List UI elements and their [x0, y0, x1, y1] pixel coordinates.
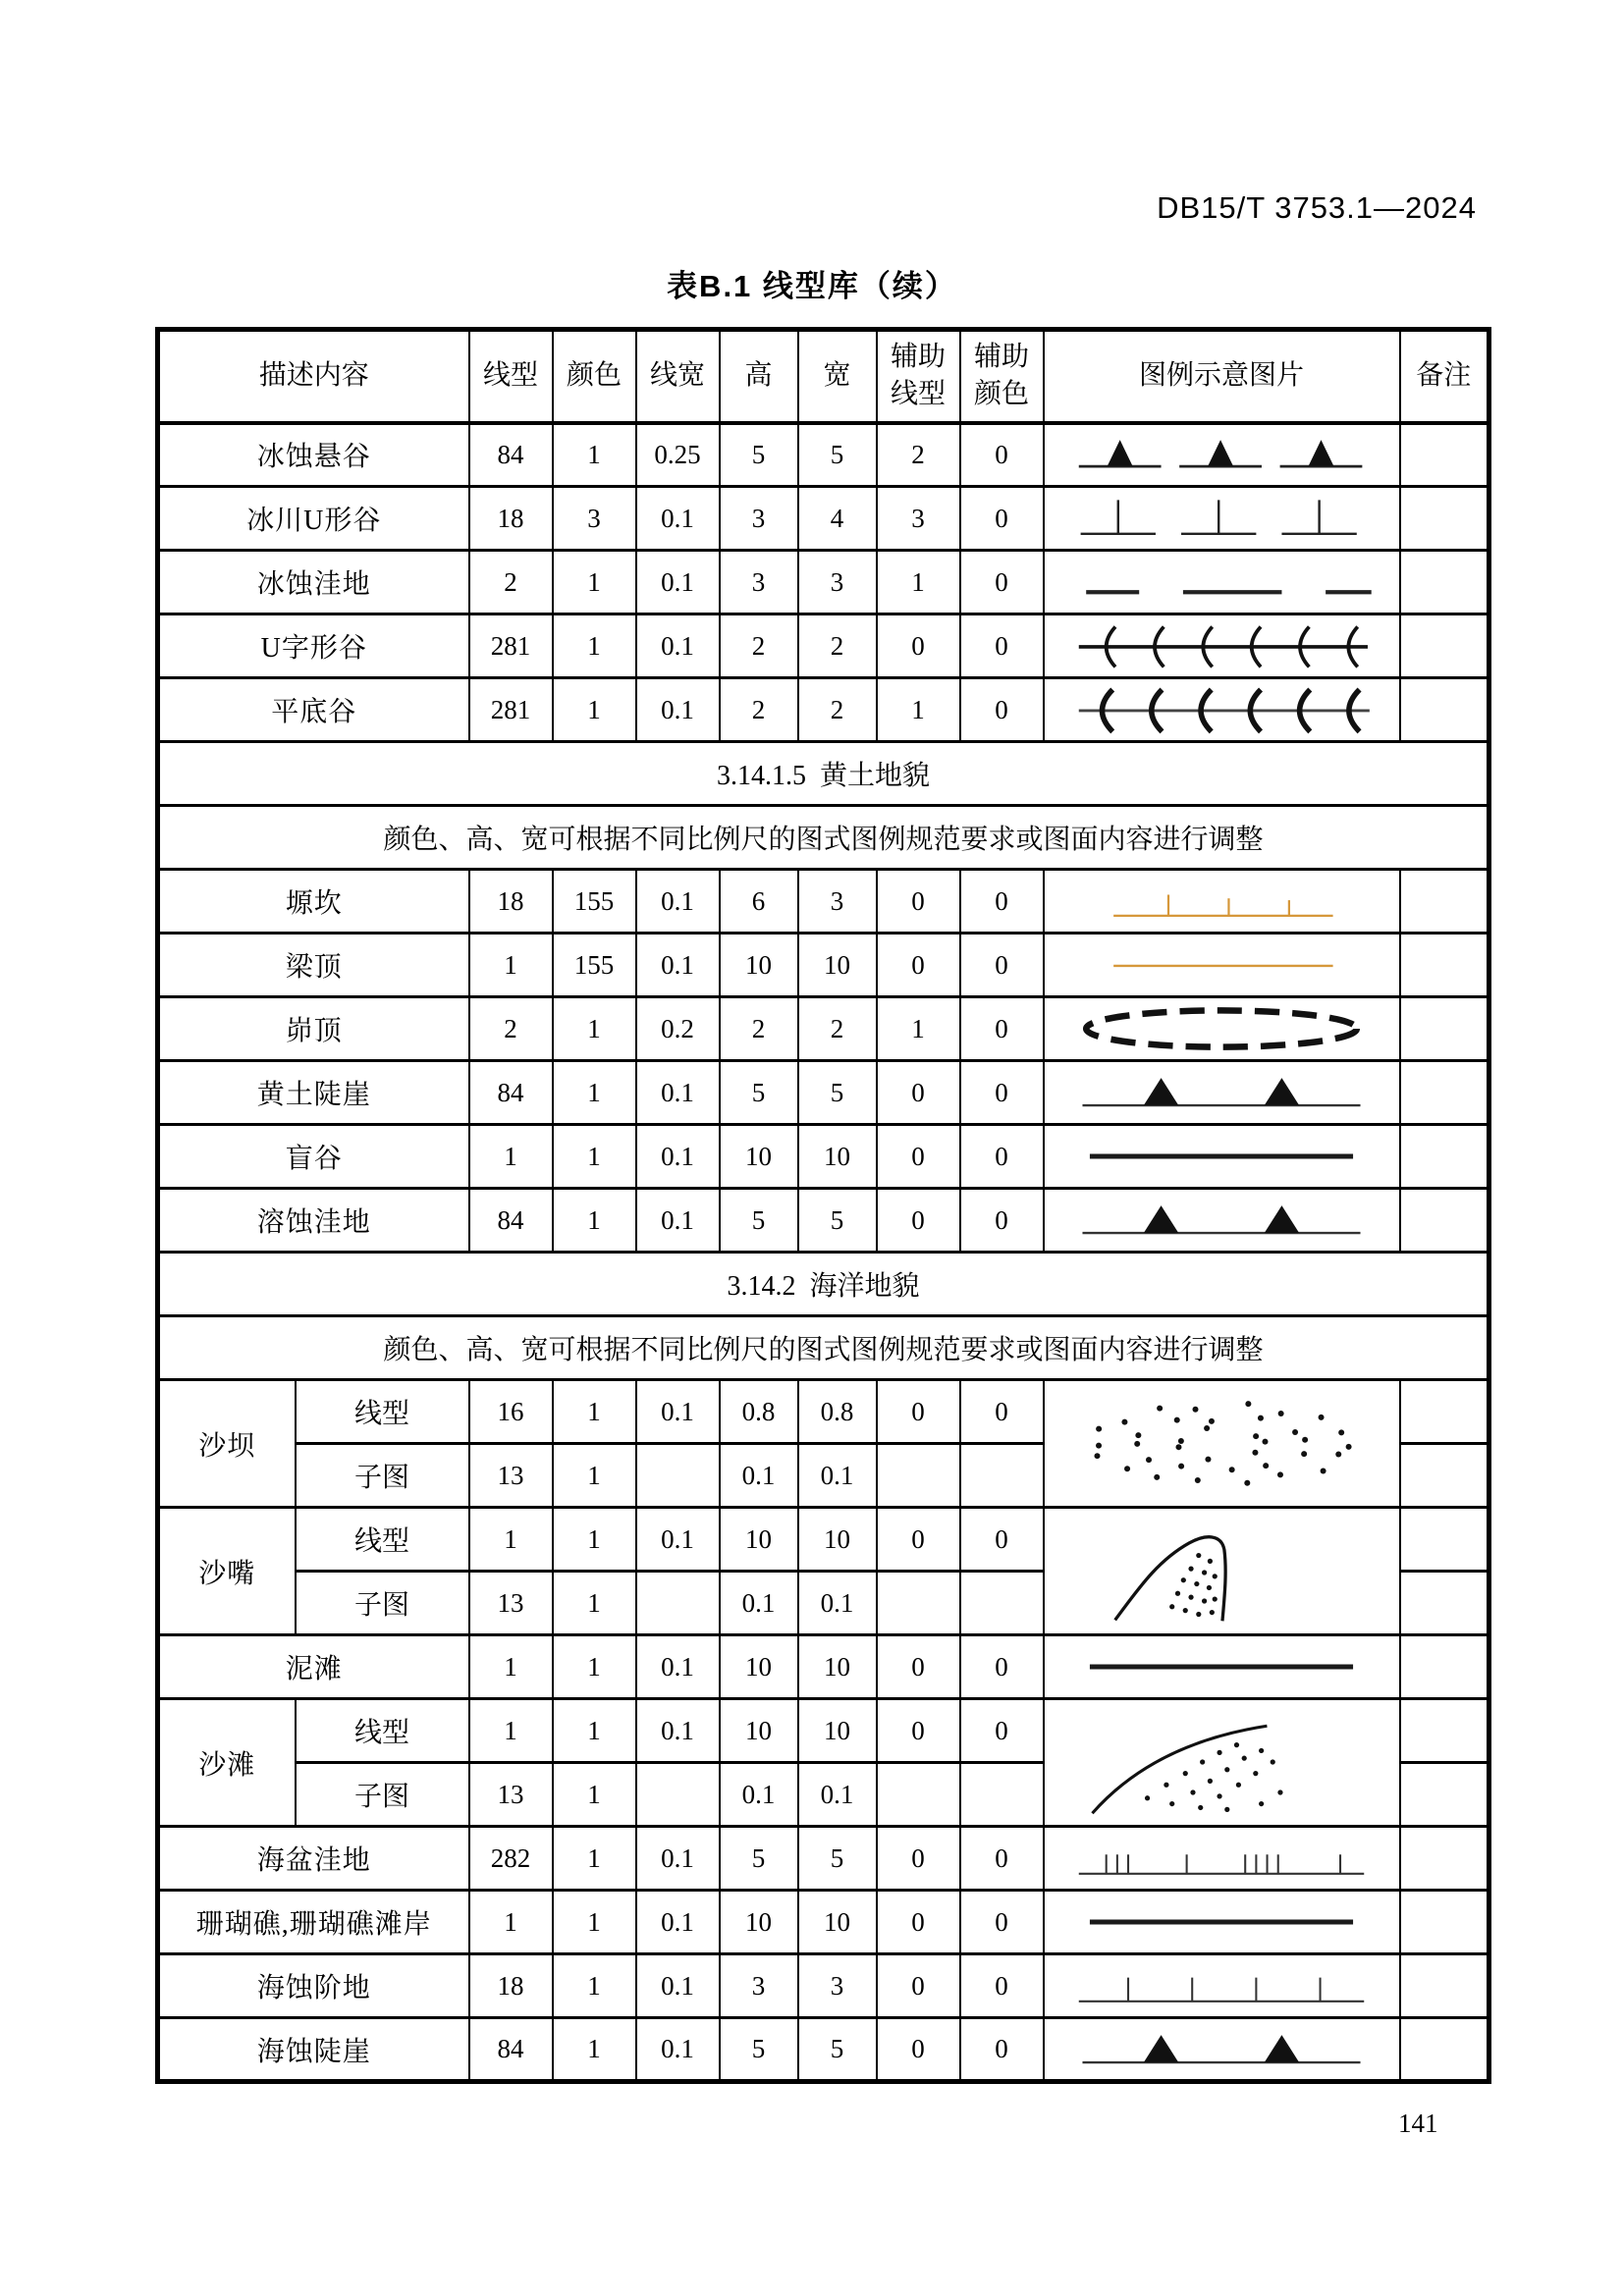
- value-cell: 10: [720, 1508, 798, 1572]
- value-cell: 3: [877, 487, 960, 551]
- value-cell: 2: [469, 997, 553, 1061]
- table-row: [158, 870, 1489, 934]
- value-cell: 0.1: [636, 678, 720, 742]
- value-cell: 1: [553, 423, 636, 487]
- legend-cell: [1044, 1891, 1400, 1954]
- legend-cell: [1044, 1189, 1400, 1253]
- value-cell: 0.2: [636, 997, 720, 1061]
- remark-cell: [1400, 1954, 1489, 2018]
- value-cell: 5: [720, 1827, 798, 1891]
- value-cell: 155: [553, 934, 636, 997]
- value-cell: 1: [469, 1891, 553, 1954]
- remark-cell: [1400, 934, 1489, 997]
- value-cell: 1: [469, 1635, 553, 1699]
- page-number: 141: [1398, 2109, 1438, 2138]
- value-cell: 0.1: [636, 551, 720, 614]
- value-cell: 0: [960, 1508, 1044, 1572]
- value-cell: 18: [469, 1954, 553, 2018]
- value-cell: 0: [877, 934, 960, 997]
- value-cell: 1: [553, 1635, 636, 1699]
- remark-cell: [1400, 2018, 1489, 2082]
- feature-label: 沙坝: [158, 1380, 296, 1508]
- sub-row-label: 子图: [296, 1572, 469, 1635]
- remark-cell: [1400, 1635, 1489, 1699]
- value-cell: 0.1: [636, 1635, 720, 1699]
- legend-orange-tick-line-icon: [1058, 875, 1384, 928]
- table-row: [158, 1954, 1489, 2018]
- value-cell: 0: [960, 997, 1044, 1061]
- value-cell: 2: [798, 997, 877, 1061]
- value-cell: 0: [877, 1380, 960, 1444]
- legend-sand-beach-icon: [1058, 1705, 1384, 1821]
- value-cell: 0.8: [798, 1380, 877, 1444]
- table-row: [158, 2018, 1489, 2082]
- legend-cell: [1044, 1061, 1400, 1125]
- value-cell: 3: [720, 487, 798, 551]
- value-cell: 6: [720, 870, 798, 934]
- value-cell: 1: [469, 1125, 553, 1189]
- value-cell: 10: [720, 1125, 798, 1189]
- value-cell: 3: [720, 1954, 798, 2018]
- value-cell: 0.1: [636, 934, 720, 997]
- value-cell: 1: [469, 1699, 553, 1763]
- table-row: [158, 487, 1489, 551]
- value-cell: 1: [553, 1954, 636, 2018]
- legend-sand-spit-icon: [1058, 1514, 1384, 1629]
- value-cell: [636, 1763, 720, 1827]
- value-cell: 0: [960, 1635, 1044, 1699]
- remark-cell: [1400, 1125, 1489, 1189]
- value-cell: 2: [720, 678, 798, 742]
- value-cell: 1: [553, 1891, 636, 1954]
- col-header: 线宽: [636, 330, 720, 423]
- value-cell: 1: [877, 551, 960, 614]
- remark-cell: [1400, 423, 1489, 487]
- note-row: [158, 806, 1489, 870]
- table-row: [158, 678, 1489, 742]
- value-cell: 1: [553, 1061, 636, 1125]
- value-cell: 84: [469, 1061, 553, 1125]
- value-cell: 5: [798, 1061, 877, 1125]
- sub-row-label: 线型: [296, 1508, 469, 1572]
- note-text: 颜色、高、宽可根据不同比例尺的图式图例规范要求或图面内容进行调整: [158, 806, 1489, 870]
- legend-cell: [1044, 1635, 1400, 1699]
- value-cell: 0: [960, 1699, 1044, 1763]
- remark-cell: [1400, 551, 1489, 614]
- feature-label: 沙嘴: [158, 1508, 296, 1635]
- table-row: [158, 997, 1489, 1061]
- legend-orange-line-icon: [1058, 938, 1384, 991]
- value-cell: [960, 1763, 1044, 1827]
- legend-cell: [1044, 1699, 1400, 1827]
- table-row: [158, 1061, 1489, 1125]
- feature-label: 沙滩: [158, 1699, 296, 1827]
- remark-cell: [1400, 997, 1489, 1061]
- value-cell: [636, 1444, 720, 1508]
- table-row: [158, 1635, 1489, 1699]
- value-cell: 281: [469, 614, 553, 678]
- value-cell: 0.1: [636, 614, 720, 678]
- value-cell: 5: [720, 423, 798, 487]
- legend-hook-line-bold-icon: [1058, 683, 1384, 736]
- legend-dot-oval-icon: [1058, 1386, 1384, 1502]
- section-title: 3.14.1.5 黄土地貌: [158, 742, 1489, 806]
- value-cell: 10: [720, 1699, 798, 1763]
- col-header: 颜色: [553, 330, 636, 423]
- remark-cell: [1400, 1891, 1489, 1954]
- value-cell: 10: [720, 934, 798, 997]
- value-cell: [877, 1444, 960, 1508]
- legend-cell: [1044, 870, 1400, 934]
- feature-label: 平底谷: [158, 678, 469, 742]
- value-cell: 3: [798, 870, 877, 934]
- value-cell: 0.25: [636, 423, 720, 487]
- col-header-desc: 描述内容: [158, 330, 469, 423]
- value-cell: 0: [877, 1125, 960, 1189]
- feature-label: 珊瑚礁,珊瑚礁滩岸: [158, 1891, 469, 1954]
- legend-triangle-segments-icon: [1058, 428, 1384, 481]
- feature-label: 泥滩: [158, 1635, 469, 1699]
- value-cell: 155: [553, 870, 636, 934]
- value-cell: 1: [553, 678, 636, 742]
- value-cell: 0.1: [798, 1572, 877, 1635]
- value-cell: 1: [553, 997, 636, 1061]
- sub-row-label: 子图: [296, 1763, 469, 1827]
- value-cell: 0.1: [798, 1444, 877, 1508]
- value-cell: 0.1: [720, 1444, 798, 1508]
- col-header: 辅助线型: [877, 330, 960, 423]
- table-header: [158, 330, 1489, 423]
- value-cell: 0: [877, 1827, 960, 1891]
- value-cell: 0.1: [798, 1763, 877, 1827]
- value-cell: 0: [960, 487, 1044, 551]
- sub-row-label: 线型: [296, 1699, 469, 1763]
- table-row: [158, 1380, 1489, 1444]
- value-cell: 5: [720, 1061, 798, 1125]
- section-title: 3.14.2 海洋地貌: [158, 1253, 1489, 1316]
- legend-bold-line-icon: [1058, 1640, 1384, 1693]
- remark-cell: [1400, 1763, 1489, 1827]
- table-row: [158, 1125, 1489, 1189]
- feature-label: 冰蚀洼地: [158, 551, 469, 614]
- value-cell: 4: [798, 487, 877, 551]
- section-row: [158, 742, 1489, 806]
- value-cell: 5: [720, 2018, 798, 2082]
- value-cell: 0: [960, 614, 1044, 678]
- value-cell: [960, 1444, 1044, 1508]
- remark-cell: [1400, 1572, 1489, 1635]
- legend-cell: [1044, 614, 1400, 678]
- value-cell: 0.1: [636, 1699, 720, 1763]
- legend-cell: [1044, 1954, 1400, 2018]
- value-cell: 0.1: [636, 2018, 720, 2082]
- value-cell: 0: [960, 1189, 1044, 1253]
- remark-cell: [1400, 1699, 1489, 1763]
- feature-label: 盲谷: [158, 1125, 469, 1189]
- feature-label: 黄土陡崖: [158, 1061, 469, 1125]
- table-row: [158, 934, 1489, 997]
- value-cell: 1: [553, 1763, 636, 1827]
- value-cell: 2: [798, 614, 877, 678]
- value-cell: 1: [553, 551, 636, 614]
- feature-label: 冰川U形谷: [158, 487, 469, 551]
- value-cell: 10: [798, 1699, 877, 1763]
- value-cell: 10: [798, 1635, 877, 1699]
- value-cell: 0: [960, 1954, 1044, 2018]
- legend-dashed-ellipse-icon: [1058, 1002, 1384, 1055]
- value-cell: 1: [553, 614, 636, 678]
- feature-label: 溶蚀洼地: [158, 1189, 469, 1253]
- value-cell: 0: [877, 1508, 960, 1572]
- feature-label: 冰蚀悬谷: [158, 423, 469, 487]
- legend-cell: [1044, 551, 1400, 614]
- value-cell: 0: [960, 2018, 1044, 2082]
- section-row: [158, 1253, 1489, 1316]
- value-cell: 0.1: [636, 1189, 720, 1253]
- value-cell: 282: [469, 1827, 553, 1891]
- value-cell: 5: [798, 423, 877, 487]
- value-cell: 2: [720, 997, 798, 1061]
- legend-hook-line-icon: [1058, 619, 1384, 672]
- value-cell: 1: [553, 1572, 636, 1635]
- value-cell: [960, 1572, 1044, 1635]
- legend-bold-line-icon: [1058, 1896, 1384, 1949]
- legend-cell: [1044, 1827, 1400, 1891]
- value-cell: 18: [469, 870, 553, 934]
- legend-cell: [1044, 423, 1400, 487]
- value-cell: 0: [877, 1699, 960, 1763]
- value-cell: 3: [553, 487, 636, 551]
- feature-label: 海盆洼地: [158, 1827, 469, 1891]
- value-cell: [636, 1572, 720, 1635]
- value-cell: 5: [798, 2018, 877, 2082]
- value-cell: [877, 1763, 960, 1827]
- table-row: [158, 614, 1489, 678]
- value-cell: 3: [798, 1954, 877, 2018]
- value-cell: 13: [469, 1444, 553, 1508]
- legend-bold-line-icon: [1058, 1130, 1384, 1183]
- value-cell: 1: [877, 678, 960, 742]
- remark-cell: [1400, 1189, 1489, 1253]
- table-title: 表B.1 线型库（续）: [667, 269, 957, 303]
- remark-cell: [1400, 1508, 1489, 1572]
- legend-grouped-ticks-icon: [1058, 1832, 1384, 1885]
- value-cell: 0: [960, 423, 1044, 487]
- value-cell: 1: [553, 1125, 636, 1189]
- value-cell: 84: [469, 2018, 553, 2082]
- value-cell: 0.1: [636, 487, 720, 551]
- value-cell: 0: [960, 1061, 1044, 1125]
- remark-cell: [1400, 1061, 1489, 1125]
- note-row: [158, 1316, 1489, 1380]
- value-cell: 1: [553, 1189, 636, 1253]
- legend-cell: [1044, 487, 1400, 551]
- col-header: 线型: [469, 330, 553, 423]
- remark-cell: [1400, 678, 1489, 742]
- legend-cell: [1044, 1508, 1400, 1635]
- value-cell: 3: [720, 551, 798, 614]
- value-cell: 0.1: [636, 1891, 720, 1954]
- value-cell: 0: [960, 870, 1044, 934]
- col-header-remark: 备注: [1400, 330, 1489, 423]
- value-cell: 5: [798, 1827, 877, 1891]
- value-cell: 10: [798, 934, 877, 997]
- value-cell: 10: [798, 1891, 877, 1954]
- value-cell: 0: [877, 1954, 960, 2018]
- legend-cell: [1044, 678, 1400, 742]
- value-cell: 1: [469, 934, 553, 997]
- value-cell: 0.1: [636, 1827, 720, 1891]
- value-cell: [877, 1572, 960, 1635]
- table-row: [158, 1508, 1489, 1572]
- legend-cell: [1044, 1125, 1400, 1189]
- table-row: [158, 423, 1489, 487]
- sub-row-label: 子图: [296, 1444, 469, 1508]
- feature-label: 塬坎: [158, 870, 469, 934]
- value-cell: 1: [553, 1380, 636, 1444]
- value-cell: 0: [877, 1635, 960, 1699]
- legend-cell: [1044, 997, 1400, 1061]
- value-cell: 0: [960, 1827, 1044, 1891]
- col-header: 辅助颜色: [960, 330, 1044, 423]
- value-cell: 1: [553, 1444, 636, 1508]
- value-cell: 2: [469, 551, 553, 614]
- value-cell: 1: [553, 1699, 636, 1763]
- value-cell: 18: [469, 487, 553, 551]
- value-cell: 1: [553, 1827, 636, 1891]
- value-cell: 5: [798, 1189, 877, 1253]
- value-cell: 1: [877, 997, 960, 1061]
- feature-label: 海蚀陡崖: [158, 2018, 469, 2082]
- value-cell: 0: [877, 1891, 960, 1954]
- value-cell: 16: [469, 1380, 553, 1444]
- value-cell: 0: [960, 678, 1044, 742]
- remark-cell: [1400, 870, 1489, 934]
- value-cell: 1: [553, 2018, 636, 2082]
- value-cell: 84: [469, 423, 553, 487]
- value-cell: 1: [553, 1508, 636, 1572]
- value-cell: 0.1: [720, 1572, 798, 1635]
- value-cell: 0: [960, 934, 1044, 997]
- value-cell: 0: [960, 1380, 1044, 1444]
- remark-cell: [1400, 1380, 1489, 1444]
- legend-ticked-line-icon: [1058, 1959, 1384, 2012]
- col-header-legend: 图例示意图片: [1044, 330, 1400, 423]
- value-cell: 13: [469, 1572, 553, 1635]
- header-row: [158, 330, 1489, 423]
- legend-cell: [1044, 934, 1400, 997]
- value-cell: 0: [877, 614, 960, 678]
- feature-label: 峁顶: [158, 997, 469, 1061]
- value-cell: 0.1: [636, 1508, 720, 1572]
- value-cell: 0: [877, 2018, 960, 2082]
- value-cell: 10: [798, 1508, 877, 1572]
- value-cell: 0: [877, 1189, 960, 1253]
- feature-label: U字形谷: [158, 614, 469, 678]
- linetype-library-table: [155, 327, 1491, 2084]
- value-cell: 10: [720, 1635, 798, 1699]
- value-cell: 0: [877, 870, 960, 934]
- table-body: [158, 423, 1489, 2082]
- value-cell: 0.1: [636, 1125, 720, 1189]
- table-row: [158, 1891, 1489, 1954]
- legend-cell: [1044, 2018, 1400, 2082]
- value-cell: 0.8: [720, 1380, 798, 1444]
- note-text: 颜色、高、宽可根据不同比例尺的图式图例规范要求或图面内容进行调整: [158, 1316, 1489, 1380]
- value-cell: 0.1: [636, 1954, 720, 2018]
- value-cell: 3: [798, 551, 877, 614]
- value-cell: 5: [720, 1189, 798, 1253]
- value-cell: 0.1: [636, 1380, 720, 1444]
- value-cell: 281: [469, 678, 553, 742]
- col-header: 宽: [798, 330, 877, 423]
- legend-perp-ticks-icon: [1058, 492, 1384, 545]
- value-cell: 13: [469, 1763, 553, 1827]
- remark-cell: [1400, 1444, 1489, 1508]
- value-cell: 0: [960, 551, 1044, 614]
- table-row: [158, 551, 1489, 614]
- legend-dashes-icon: [1058, 556, 1384, 609]
- value-cell: 2: [877, 423, 960, 487]
- value-cell: 84: [469, 1189, 553, 1253]
- feature-label: 海蚀阶地: [158, 1954, 469, 2018]
- value-cell: 10: [798, 1125, 877, 1189]
- legend-line-two-triangles-icon: [1058, 1194, 1384, 1247]
- legend-line-two-triangles-icon: [1058, 1066, 1384, 1119]
- value-cell: 2: [798, 678, 877, 742]
- value-cell: 10: [720, 1891, 798, 1954]
- table-row: [158, 1827, 1489, 1891]
- value-cell: 0: [877, 1061, 960, 1125]
- col-header: 高: [720, 330, 798, 423]
- legend-line-two-triangles-icon: [1058, 2023, 1384, 2076]
- sub-row-label: 线型: [296, 1380, 469, 1444]
- legend-cell: [1044, 1380, 1400, 1508]
- value-cell: 0: [960, 1125, 1044, 1189]
- remark-cell: [1400, 1827, 1489, 1891]
- value-cell: 0.1: [636, 1061, 720, 1125]
- value-cell: 0.1: [636, 870, 720, 934]
- remark-cell: [1400, 487, 1489, 551]
- standard-code: DB15/T 3753.1—2024: [1157, 190, 1477, 225]
- table-row: [158, 1189, 1489, 1253]
- value-cell: 2: [720, 614, 798, 678]
- value-cell: 1: [469, 1508, 553, 1572]
- remark-cell: [1400, 614, 1489, 678]
- feature-label: 梁顶: [158, 934, 469, 997]
- value-cell: 0: [960, 1891, 1044, 1954]
- value-cell: 0.1: [720, 1763, 798, 1827]
- table-row: [158, 1699, 1489, 1763]
